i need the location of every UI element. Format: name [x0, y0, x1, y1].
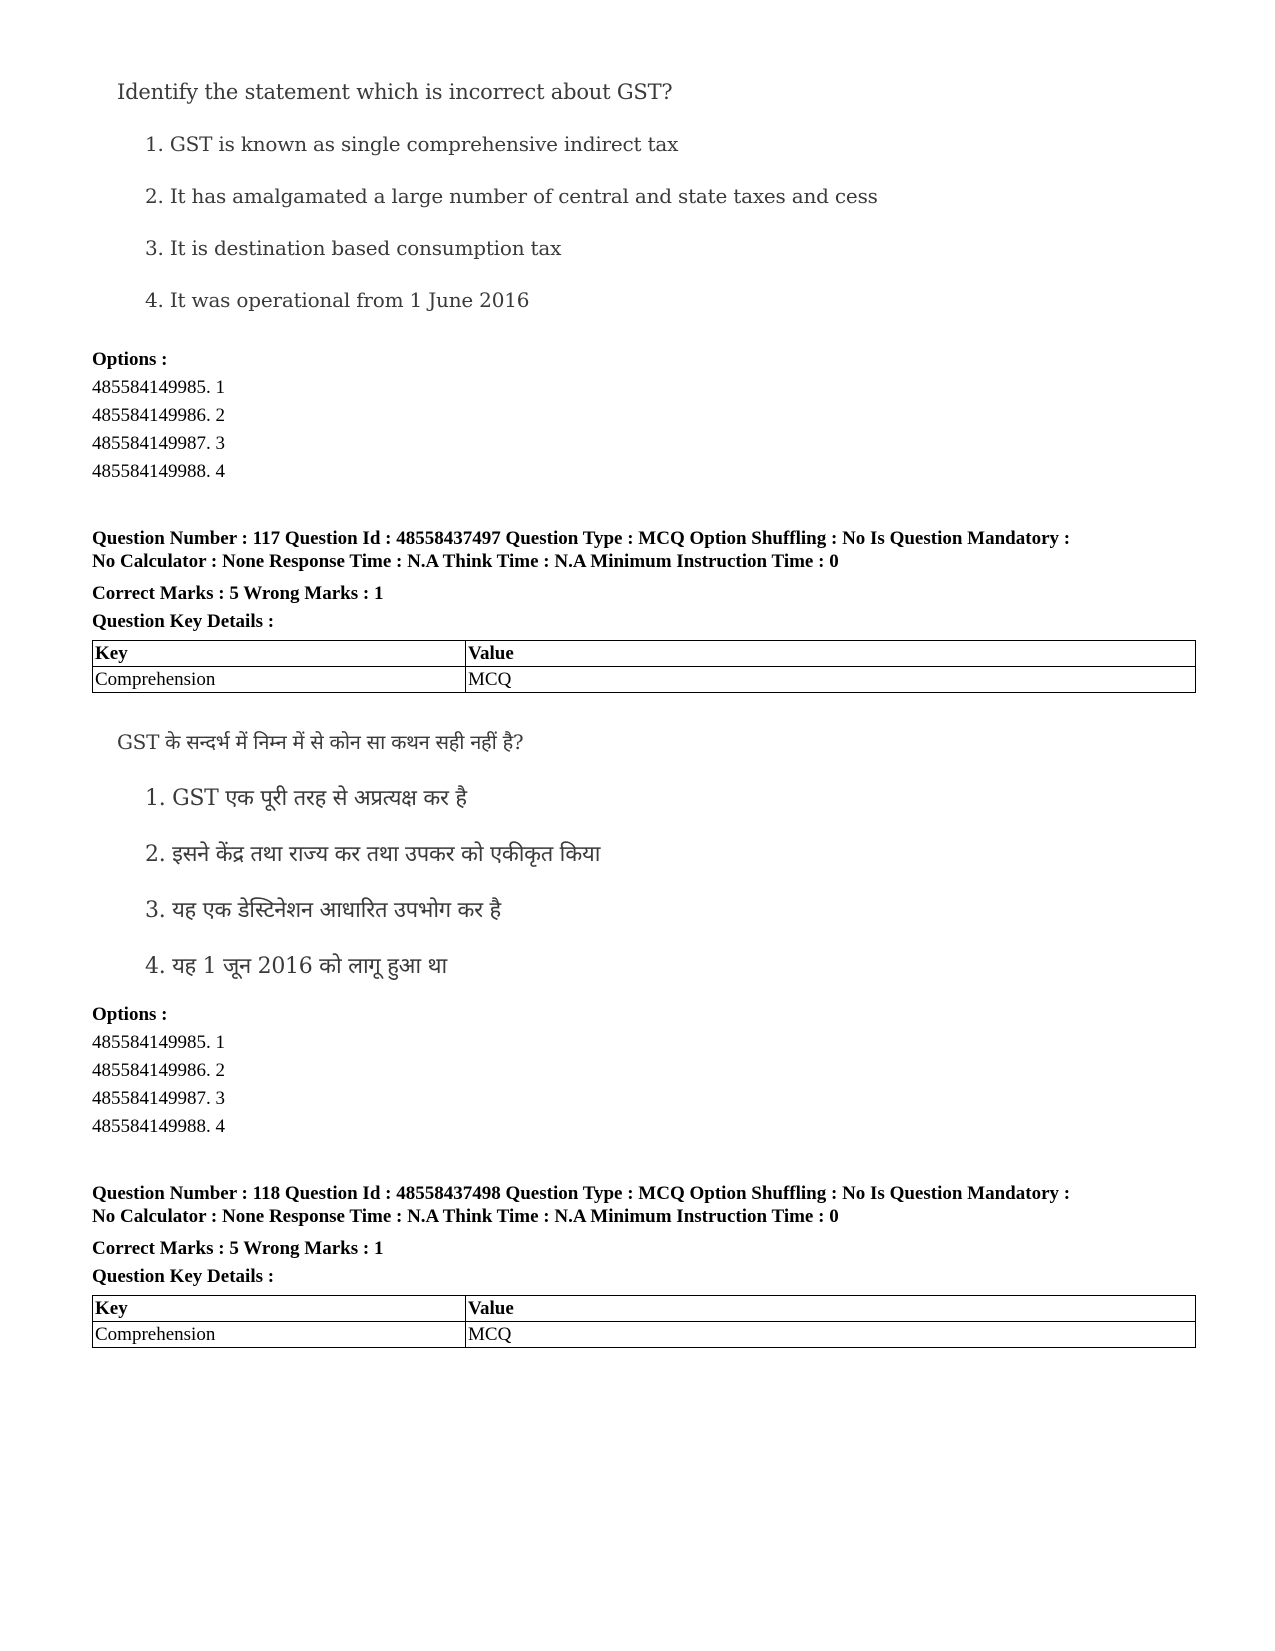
options-label: Options : [92, 349, 168, 370]
option-item: 485584149986. 2 [92, 1060, 225, 1081]
option-item: 485584149988. 4 [92, 1116, 225, 1137]
statement-option: 2. It has amalgamated a large number of central and state taxes and cess [145, 184, 878, 208]
statement-option: 1. GST is known as single comprehensive indirect tax [145, 132, 679, 156]
table-header-cell: Value [466, 1296, 1196, 1322]
option-item: 485584149985. 1 [92, 1032, 225, 1053]
question-meta [92, 527, 1212, 573]
question-stem: Identify the statement which is incorrect about GST? [117, 80, 673, 104]
table-cell: MCQ [466, 667, 1196, 693]
statement-option: 2. इसने केंद्र तथा राज्य कर तथा उपकर को एकीकृत किया [145, 842, 601, 867]
table-header-row [93, 641, 1196, 667]
key-details-table [92, 1295, 1196, 1348]
table-cell: MCQ [466, 1322, 1196, 1348]
question-meta [92, 1182, 1212, 1228]
option-item: 485584149987. 3 [92, 433, 225, 454]
question-image-english [117, 80, 878, 320]
table-row [93, 1322, 1196, 1348]
statement-option: 1. GST एक पूरी तरह से अप्रत्यक्ष कर है [145, 786, 467, 811]
key-details-label: Question Key Details : [92, 1266, 275, 1287]
question-meta-line: No Calculator : None Response Time : N.A Think Time : N.A Minimum Instruction Time : 0 [92, 551, 839, 572]
key-details-table [92, 640, 1196, 693]
marks-line: Correct Marks : 5 Wrong Marks : 1 [92, 583, 384, 604]
question-meta-line: Question Number : 117 Question Id : 48558437497 Question Type : MCQ Option Shuffling : No Is Question Mandatory : [92, 528, 1071, 549]
option-item: 485584149985. 1 [92, 377, 225, 398]
options-label: Options : [92, 1004, 168, 1025]
key-details-label: Question Key Details : [92, 611, 275, 632]
table-header-row [93, 1296, 1196, 1322]
table-row [93, 667, 1196, 693]
question-meta-line: Question Number : 118 Question Id : 48558437498 Question Type : MCQ Option Shuffling : No Is Question Mandatory : [92, 1183, 1071, 1204]
question-image-hindi [117, 728, 737, 988]
marks-line: Correct Marks : 5 Wrong Marks : 1 [92, 1238, 384, 1259]
table-cell: Comprehension [93, 1322, 466, 1348]
table-header-cell: Key [93, 641, 466, 667]
table-header-cell: Key [93, 1296, 466, 1322]
option-item: 485584149986. 2 [92, 405, 225, 426]
statement-option: 4. यह 1 जून 2016 को लागू हुआ था [145, 954, 447, 979]
option-item: 485584149987. 3 [92, 1088, 225, 1109]
question-meta-line: No Calculator : None Response Time : N.A Think Time : N.A Minimum Instruction Time : 0 [92, 1206, 839, 1227]
table-header-cell: Value [466, 641, 1196, 667]
question-stem: GST के सन्दर्भ में निम्न में से कोन सा कथन सही नहीं है? [117, 730, 524, 754]
table-cell: Comprehension [93, 667, 466, 693]
statement-option: 4. It was operational from 1 June 2016 [145, 288, 530, 312]
option-item: 485584149988. 4 [92, 461, 225, 482]
statement-option: 3. यह एक डेस्टिनेशन आधारित उपभोग कर है [145, 898, 501, 923]
statement-option: 3. It is destination based consumption tax [145, 236, 562, 260]
